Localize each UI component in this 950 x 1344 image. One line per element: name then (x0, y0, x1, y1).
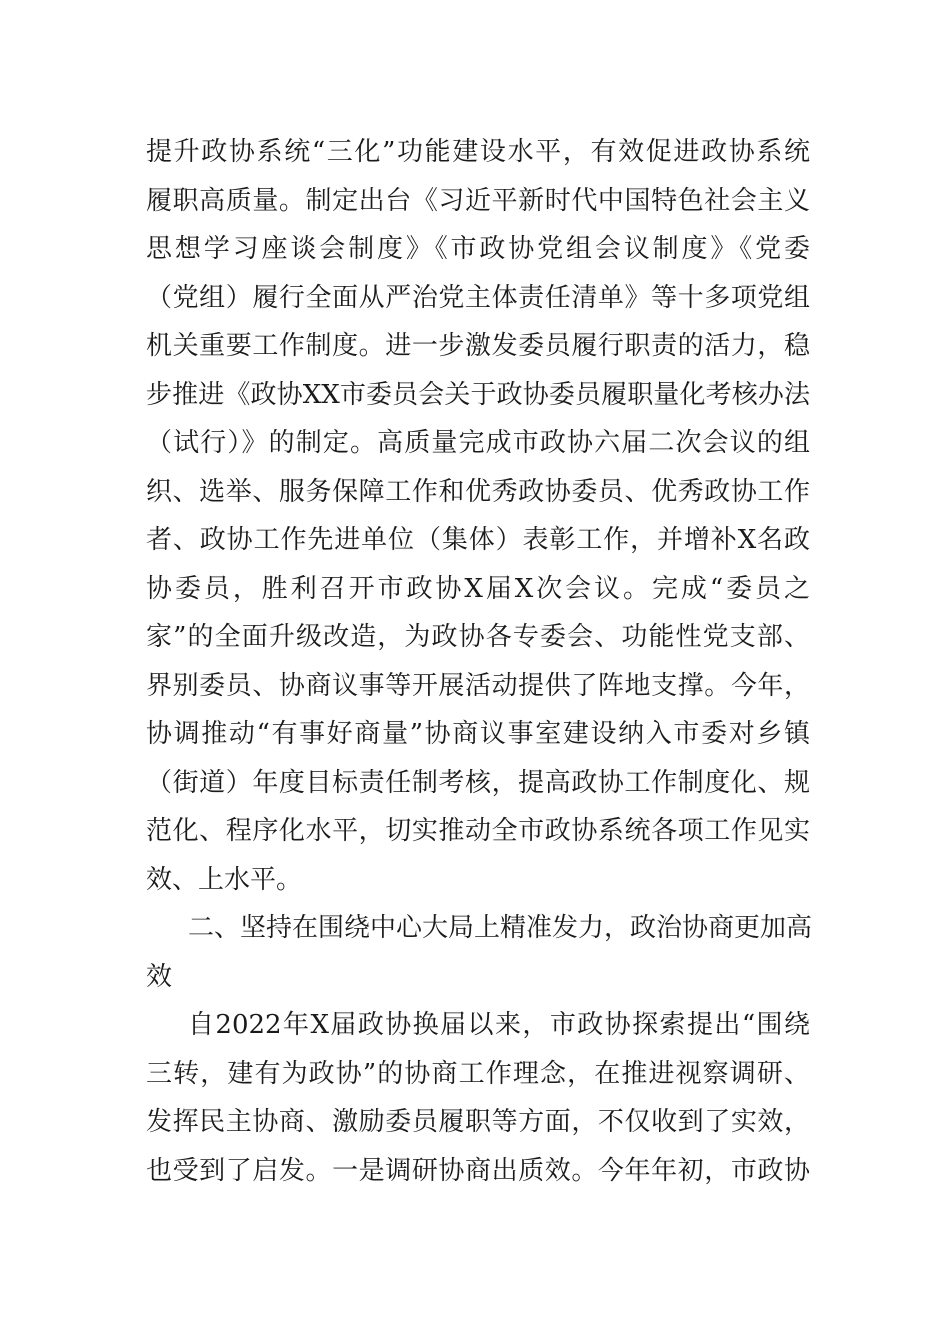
paragraph-first-line: 自2022年X届政协换届以来，市政协探索提出“围绕 (188, 1010, 810, 1040)
text-line: 履职高质量。制定出台《习近平新时代中国特色社会主义 (146, 185, 810, 216)
text-line: （试行）》的制定。高质量完成市政协六届二次会议的组 (146, 428, 810, 458)
text-line: 三转，建有为政协”的协商工作理念，在推进视察调研、 (146, 1058, 810, 1089)
text-line: （街道）年度目标责任制考核，提高政协工作制度化、规 (146, 767, 810, 798)
text-line: 发挥民主协商、激励委员履职等方面，不仅收到了实效， (146, 1107, 810, 1137)
text-line: 协调推动“有事好商量”协商议事室建设纳入市委对乡镇 (146, 719, 810, 749)
text-line: 提升政协系统“三化”功能建设水平，有效促进政协系统 (146, 137, 810, 167)
text-line: 也受到了启发。一是调研协商出质效。今年年初，市政协 (146, 1155, 810, 1186)
text-line: 者、政协工作先进单位（集体）表彰工作，并增补X名政 (146, 525, 810, 555)
text-line: 织、选举、服务保障工作和优秀政协委员、优秀政协工作 (146, 476, 810, 507)
text-line: 界别委员、协商议事等开展活动提供了阵地支撑。今年， (146, 670, 810, 701)
text-line: 思想学习座谈会制度》《市政协党组会议制度》《党委 (146, 234, 810, 264)
text-line: 步推进《政协XX市委员会关于政协委员履职量化考核办法 (146, 379, 810, 410)
text-line: 机关重要工作制度。进一步激发委员履行职责的活力，稳 (146, 331, 810, 361)
text-line: 范化、程序化水平，切实推动全市政协系统各项工作见实 (146, 816, 810, 846)
section-heading-end-line: 效 (146, 961, 173, 992)
body-text (146, 128, 813, 1195)
text-line: （党组）履行全面从严治党主体责任清单》等十多项党组 (146, 282, 810, 313)
section-heading-line: 二、坚持在围绕中心大局上精准发力，政治协商更加高 (188, 913, 813, 943)
text-line: 协委员，胜利召开市政协X届X次会议。完成“委员之 (146, 573, 810, 604)
text-line: 家”的全面升级改造，为政协各专委会、功能性党支部、 (146, 622, 810, 652)
paragraph-end-line: 效、上水平。 (146, 864, 303, 895)
